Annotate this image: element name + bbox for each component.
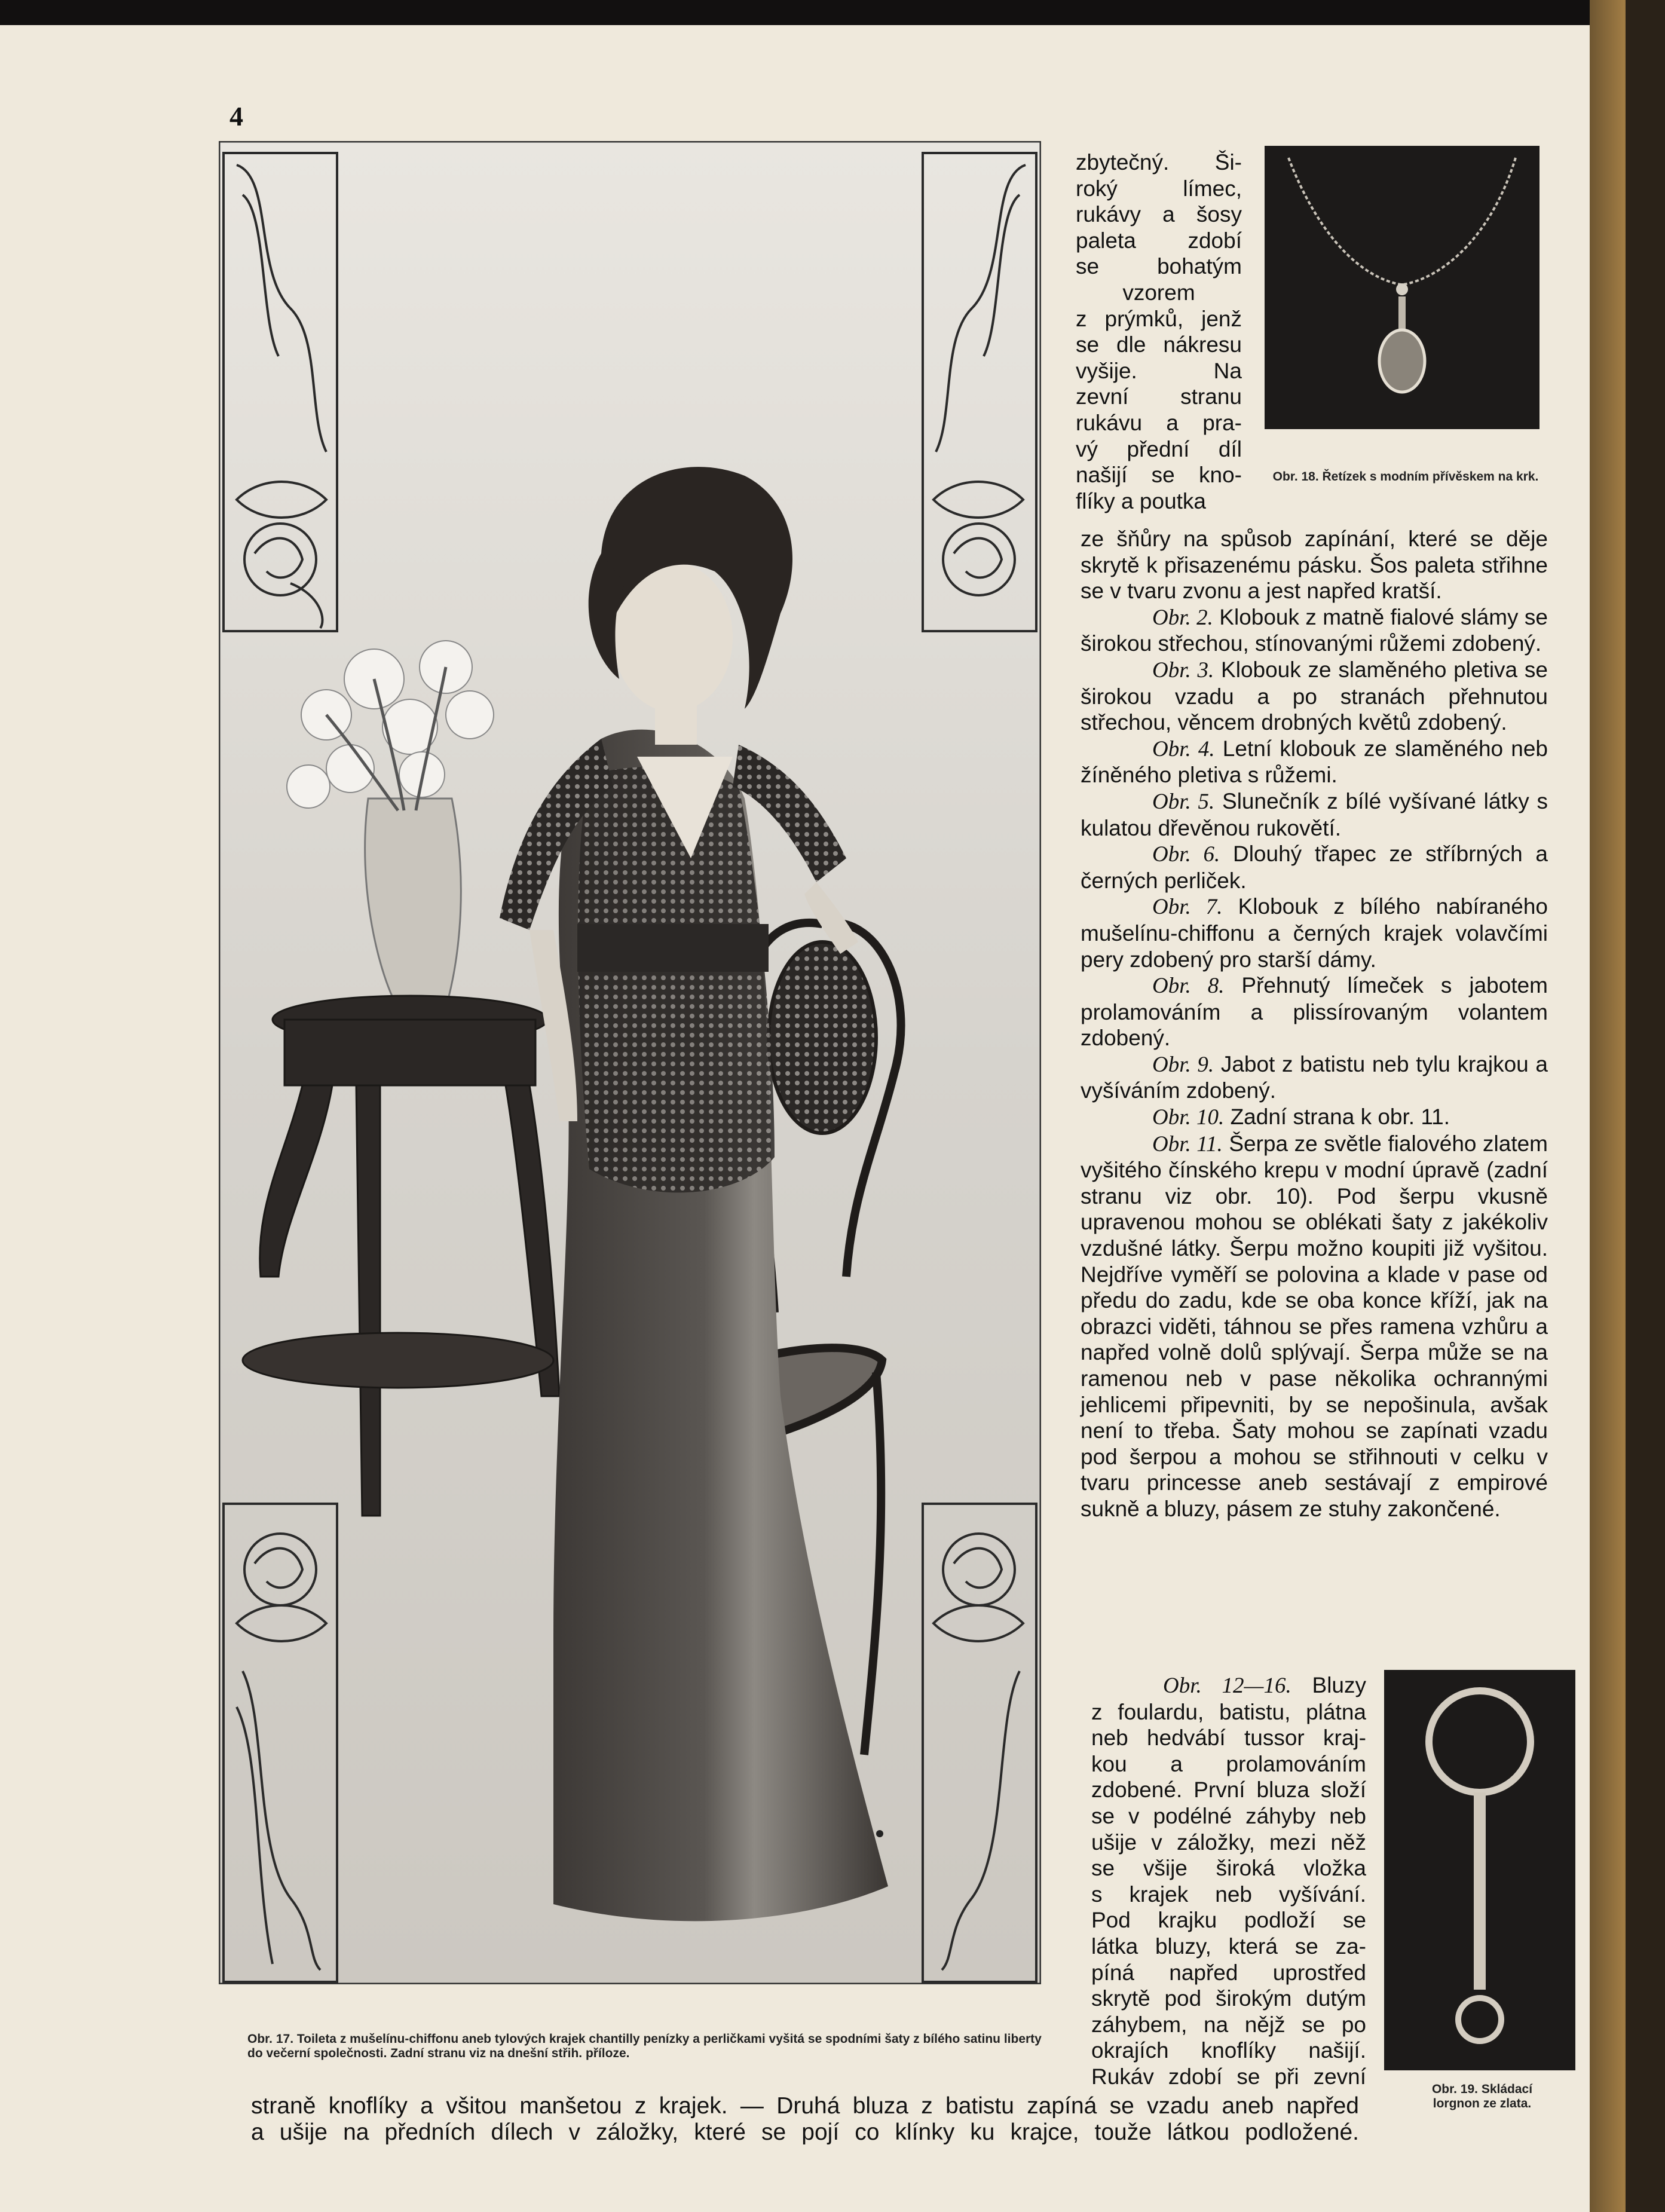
- text-line: roký límec,: [1076, 176, 1242, 201]
- figure-label: Obr. 11.: [1152, 1131, 1223, 1157]
- text-line: se v podélné záhyby neb: [1091, 1803, 1366, 1828]
- text-line: s krajek neb vyšívání.: [1091, 1881, 1366, 1907]
- figure-label: Obr. 5.: [1152, 789, 1215, 814]
- text-line: paleta zdobí: [1076, 228, 1242, 253]
- paragraph: Obr. 10. Zadní strana k obr. 11.: [1152, 1105, 1450, 1130]
- text-line: flíky a poutka: [1076, 488, 1207, 513]
- text-line: se dle nákresu: [1076, 332, 1242, 357]
- text-line: se bohatým: [1076, 254, 1242, 279]
- text-line: Obr. 12—16. Bluzy: [1163, 1673, 1366, 1698]
- top-scan-edge: [0, 0, 1665, 25]
- figure-label: Obr. 7.: [1152, 895, 1223, 920]
- text-line: zbytečný. Ši-: [1076, 150, 1242, 175]
- text-column-narrow: [1076, 149, 1242, 514]
- figure-17-caption: Obr. 17. Toileta z mušelínu-chiffonu aneb tylových krajek chantilly penízky a perličkami vyšitá se spodními šaty z bílého satinu liberty do večerní společnosti. Zadní stranu viz na dnešní střih. příloze.: [247, 2032, 1042, 2061]
- lorgnon-photo-figure-19: [1384, 1670, 1575, 2070]
- text-line: okrajích knoflíky našijí.: [1091, 2038, 1366, 2063]
- page-number: 4: [229, 101, 243, 131]
- paragraph: Obr. 9. Jabot z batistu neb tylu krajkou a vyšíváním zdobený.: [1081, 1051, 1548, 1103]
- text-line: píná napřed uprostřed: [1091, 1960, 1366, 1985]
- text-line: z foulardu, batistu, plátna: [1091, 1699, 1366, 1724]
- figure-label: Obr. 4.: [1152, 736, 1215, 761]
- text-line: z prýmků, jenž: [1076, 306, 1242, 331]
- necklace-photo-figure-18: [1265, 146, 1539, 429]
- figure-label: Obr. 10.: [1152, 1105, 1225, 1130]
- figure-19-caption: Obr. 19. Skládací lorgnon ze zlata.: [1431, 2082, 1533, 2111]
- text-line: zdobené. První bluza složí: [1091, 1777, 1366, 1803]
- text-line: zevní stranu: [1076, 384, 1242, 409]
- text-line: straně knoflíky a všitou manšetou z krajek. — Druhá bluza z batistu zapíná se vzadu aneb napřed: [251, 2093, 1359, 2119]
- text-line: záhybem, na nějž se po: [1091, 2012, 1366, 2037]
- paragraph: Obr. 11. Šerpa ze světle fialového zlatem vyšitého čínského krepu v modní úpravě (zadní stranu viz obr. 10). Pod šerpu vkusně upravenou mohou se oblékati šaty z jakékoliv vzdušné látky. Šerpu možno koupiti již vyšitou. Nejdříve vyměří se polovina a klade v pase od předu do zadu, kde se oba konce kříží, jak na obrazci viděti, táhnou se přes ramena vzhůru a napřed volně dolů splývají. Šerpa může se na ramenou neb v pase několika ochrannými jehlicemi připevniti, by se nepošinula, avšak není to třeba. Šaty mohou se zapínati vzadu pod šerpou a mohou se střihnouti v celku v tvaru princesse aneb sestávají z empirové sukně a bluzy, pásem ze stuhy zakončené.: [1081, 1131, 1548, 1521]
- paragraph: Obr. 2. Klobouk z matně fialové slámy se širokou střechou, stínovanými růžemi zdobený.: [1081, 604, 1548, 656]
- text-line: kou a prolamováním: [1091, 1751, 1366, 1776]
- text-line: neb hedvábí tussor kraj-: [1091, 1725, 1366, 1751]
- text-line: rukávy a šosy: [1076, 202, 1242, 227]
- text-bottom-lines: [251, 2093, 1359, 2146]
- text-line: ušije v záložky, mezi něž: [1091, 1829, 1366, 1855]
- figure-label: Obr. 6.: [1152, 842, 1220, 867]
- paragraph: Obr. 5. Slunečník z bílé vyšívané látky s kulatou dřevěnou rukovětí.: [1081, 788, 1548, 840]
- text-line: vzorem: [1122, 280, 1195, 305]
- text-line: rukávu a pra-: [1076, 410, 1242, 435]
- spine-shadow: [1626, 0, 1665, 2212]
- text-column-main: [1081, 526, 1548, 1522]
- figure-label: Obr. 2.: [1152, 605, 1213, 630]
- text-line: vyšije. Na: [1076, 358, 1242, 383]
- text-line: našijí se kno-: [1076, 463, 1242, 488]
- text-line: vý přední díl: [1076, 436, 1242, 461]
- figure-label: Obr. 3.: [1152, 657, 1214, 683]
- paragraph: Obr. 3. Klobouk ze slaměného pletiva se širokou vzadu a po stranách přehnutou střechou, věncem drobných květů zdobený.: [1081, 657, 1548, 735]
- paragraph: Obr. 6. Dlouhý třapec ze stříbrných a černých perliček.: [1081, 842, 1548, 893]
- figure-label: Obr. 8.: [1152, 974, 1225, 999]
- fashion-plate-figure-17: [219, 141, 1041, 1984]
- paragraph: ze šňůry na spůsob zapínání, které se děje skrytě k přisazenému pásku. Šos paleta střihne se v tvaru zvonu a jest napřed kratší.: [1081, 527, 1548, 604]
- text-line: Pod krajku podloží se: [1091, 1908, 1366, 1933]
- paragraph: Obr. 4. Letní klobouk ze slaměného neb žíněného pletiva s růžemi.: [1081, 736, 1548, 788]
- text-line: skrytě pod širokým dutým: [1091, 1986, 1366, 2011]
- text-line: látka bluzy, která se za-: [1091, 1933, 1366, 1959]
- paragraph: Obr. 7. Klobouk z bílého nabíraného mušelínu-chiffonu a černých krajek volavčími pery zdobený pro starší dámy.: [1081, 894, 1548, 972]
- text-column-lower: [1091, 1672, 1366, 2090]
- figure-label: Obr. 12—16.: [1163, 1673, 1291, 1698]
- text-line: se všije široká vložka: [1091, 1856, 1366, 1881]
- text-line: Rukáv zdobí se při zevní: [1091, 2064, 1366, 2089]
- figure-label: Obr. 9.: [1152, 1052, 1214, 1077]
- paragraph: Obr. 8. Přehnutý límeček s jabotem prolamováním a plissírovaným volantem zdobený.: [1081, 973, 1548, 1051]
- text-line: a ušije na předních dílech v záložky, které se pojí co klínky ku krajce, touže látkou podložené.: [251, 2119, 1359, 2145]
- figure-18-caption: Obr. 18. Řetízek s modním přívěskem na krk.: [1272, 470, 1539, 484]
